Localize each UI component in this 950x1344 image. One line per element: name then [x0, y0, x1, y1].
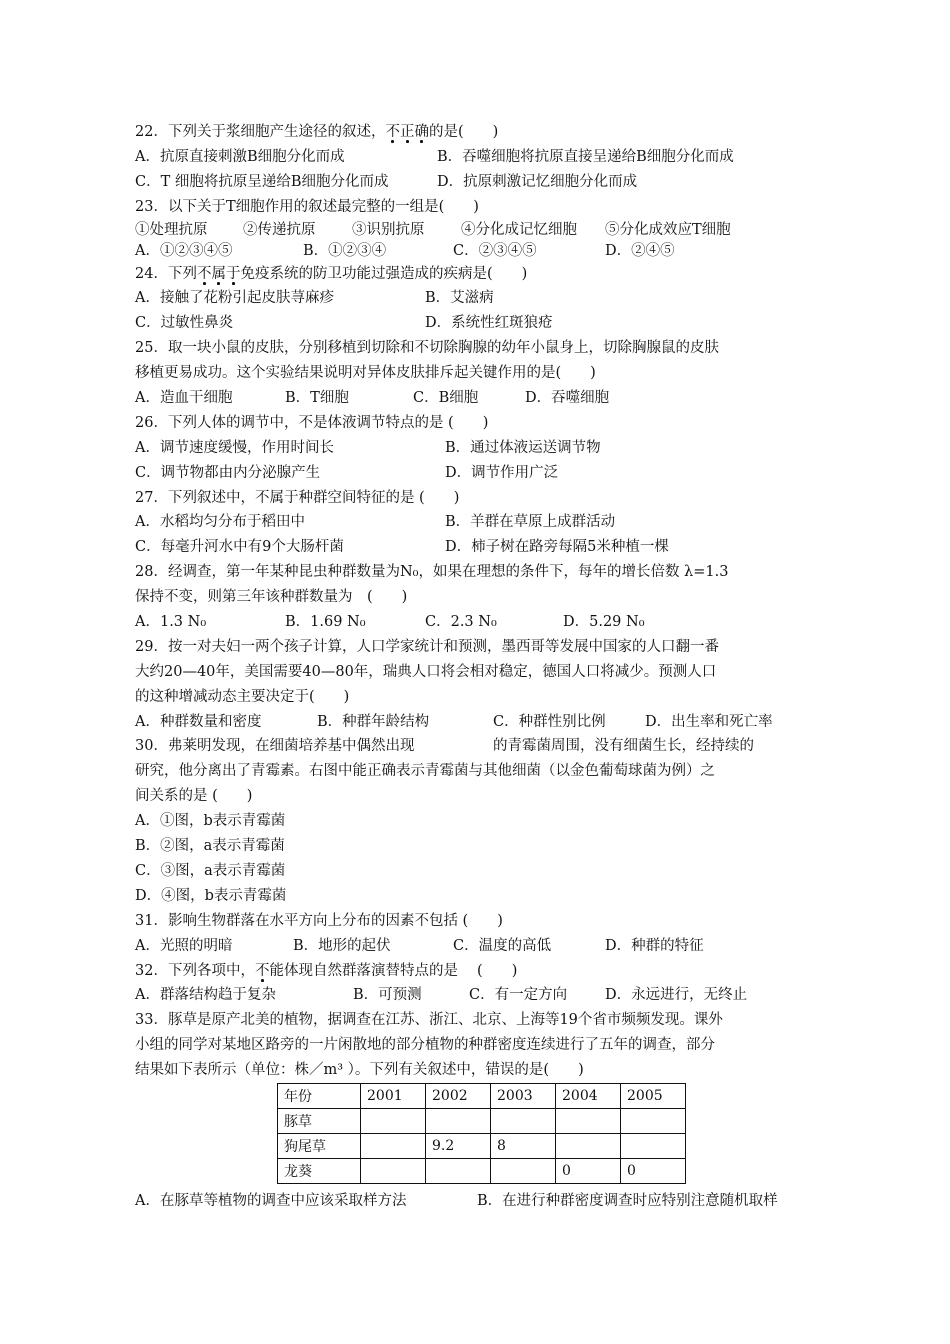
table-header-row: 年份 2001 2002 2003 2004 2005 — [278, 1083, 686, 1108]
exam-page — [135, 120, 835, 1214]
q24-options-ab: A．接触了花粉引起皮肤荨麻疹 B．艾滋病 — [135, 290, 494, 307]
q33-options: A．在豚草等植物的调查中应该采取样方法 B．在进行种群密度调查时应特别注意随机取样 — [135, 1192, 778, 1209]
q25-options: A．造血干细胞 B．T细胞 C．B细胞 D．吞噬细胞 — [135, 390, 610, 407]
q29-options: A．种群数量和密度 B．种群年龄结构 C．种群性别比例 D．出生率和死亡率 — [135, 713, 773, 730]
q31-stem: 31．影响生物群落在水平方向上分布的因素不包括 ( ) — [135, 912, 503, 929]
q26-options-cd: C．调节物都由内分泌腺产生 D．调节作用广泛 — [135, 464, 559, 481]
q33-stem-3: 结果如下表所示（单位：株／m³ ）。下列有关叙述中，错误的是( ) — [135, 1062, 584, 1079]
q33-stem-1: 33．豚草是原产北美的植物，据调查在江苏、浙江、北京、上海等19个省市频频发现。课外 — [135, 1012, 723, 1029]
table-row: 豚草 — [278, 1108, 686, 1133]
table-row: 狗尾草 9.2 8 — [278, 1133, 686, 1158]
q29-stem-2: 大约20—40年，美国需要40—80年，瑞典人口将会相对稳定，德国人口将减少。预测人口 — [135, 663, 717, 680]
q25-stem-2: 移植更易成功。这个实验结果说明对异体皮肤排斥起关键作用的是( ) — [135, 365, 596, 382]
q23-options: A．①②③④⑤ B．①②③④ C．②③④⑤ D．②④⑤ — [135, 242, 675, 259]
q25-stem-1: 25．取一块小鼠的皮肤，分别移植到切除和不切除胸腺的幼年小鼠身上，切除胸腺鼠的皮肤 — [135, 340, 719, 357]
q28-stem-1: 28．经调查，第一年某种昆虫种群数量为N₀，如果在理想的条件下，每年的增长倍数 λ=1.3 — [135, 564, 729, 581]
q27-options-ab: A．水稻均匀分布于稻田中 B．羊群在草原上成群活动 — [135, 514, 616, 531]
q33-table-wrap — [135, 1083, 835, 1189]
q29-stem-1: 29．按一对夫妇一两个孩子计算，人口学家统计和预测，墨西哥等发展中国家的人口翻一番 — [135, 638, 719, 655]
q22-stem: 22．下列关于浆细胞产生途径的叙述，不正确的是( ) — [135, 124, 499, 140]
q33-density-table — [277, 1083, 686, 1184]
q28-options: A．1.3 N₀ B．1.69 N₀ C．2.3 N₀ D．5.29 N₀ — [135, 614, 645, 631]
q30-option-d: D．④图，b表示青霉菌 — [135, 887, 287, 904]
q22-option-b: B．吞噬细胞将抗原直接呈递给B细胞分化而成 — [437, 148, 734, 165]
q22-options-ab — [135, 145, 835, 170]
q27-stem: 27．下列叙述中，不属于种群空间特征的是 ( ) — [135, 489, 460, 506]
q22-option-a: A．抗原直接刺激B细胞分化而成 — [135, 148, 345, 165]
q26-options-ab: A．调节速度缓慢，作用时间长 B．通过体液运送调节物 — [135, 439, 601, 456]
q30-stem-3: 间关系的是 ( ) — [135, 788, 253, 805]
q22-options-cd — [135, 170, 835, 195]
q30-option-c: C．③图，a表示青霉菌 — [135, 862, 286, 879]
q27-options-cd: C．每毫升河水中有9个大肠杆菌 D．柿子树在路旁每隔5米种植一棵 — [135, 539, 669, 556]
q22-option-c: C．T 细胞将抗原呈递给B细胞分化而成 — [135, 173, 389, 190]
q33-stem-2: 小组的同学对某地区路旁的一片闲散地的部分植物的种群密度连续进行了五年的调查，部分 — [135, 1037, 715, 1054]
q32-stem: 32．下列各项中，不能体现自然群落演替特点的是 ( ) — [135, 962, 518, 979]
q24-options-cd: C．过敏性鼻炎 D．系统性红斑狼疮 — [135, 315, 553, 332]
q30-option-a: A．①图，b表示青霉菌 — [135, 813, 286, 830]
q29-stem-3: 的这种增减动态主要决定于( ) — [135, 688, 350, 705]
table-row: 龙葵 0 0 — [278, 1158, 686, 1183]
q22-option-d: D．抗原刺激记忆细胞分化而成 — [437, 173, 638, 190]
q32-options: A．群落结构趋于复杂 B．可预测 C．有一定方向 D．永远进行，无终止 — [135, 987, 748, 1004]
q30-stem-2: 研究，他分离出了青霉素。右图中能正确表示青霉菌与其他细菌（以金色葡萄球菌为例）之 — [135, 763, 715, 780]
q26-stem: 26．下列人体的调节中，不是体液调节特点的是 ( ) — [135, 414, 489, 431]
q30-stem-1: 30．弗莱明发现，在细菌培养基中偶然出现 的青霉菌周围，没有细菌生长，经持续的 — [135, 738, 754, 755]
q28-stem-2: 保持不变，则第三年该种群数量为 ( ) — [135, 589, 408, 606]
q30-option-b: B．②图，a表示青霉菌 — [135, 838, 285, 855]
q31-options: A．光照的明暗 B．地形的起伏 C．温度的高低 D．种群的特征 — [135, 937, 704, 954]
q23-stem: 23．以下关于T细胞作用的叙述最完整的一组是( ) — [135, 198, 479, 215]
q23-items: ①处理抗原 ②传递抗原 ③识别抗原 ④分化成记忆细胞 ⑤分化成效应T细胞 — [135, 221, 731, 238]
q24-stem: 24．下列不属于免疫系统的防卫功能过强造成的疾病是( ) — [135, 265, 528, 282]
